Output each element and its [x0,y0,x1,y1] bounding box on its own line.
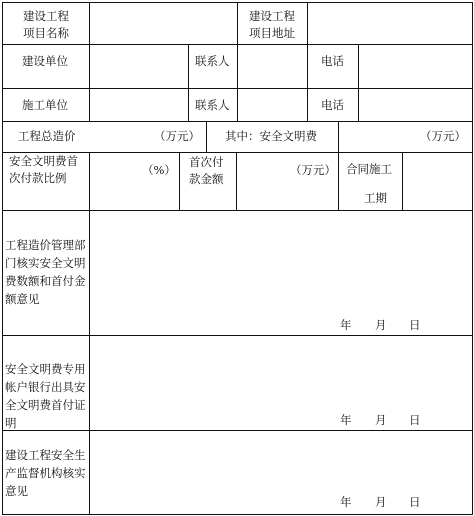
safety-fee-label: 其中：安全文明费 [225,129,317,143]
safety-fee-unit: （万元） [420,129,466,143]
payment-ratio-unit: （%） [142,163,176,177]
construction-unit-label: 建设单位 [22,54,68,68]
date-month: 月 [375,495,387,509]
cell-divider [237,2,238,44]
contact-label: 联系人 [195,54,230,68]
cell-divider [206,121,207,152]
date-month: 月 [375,318,387,332]
cell-divider [89,2,90,44]
payment-ratio-label: 安全文明费首 次付款比例 [9,154,78,185]
table-border-bottom [2,514,473,515]
table-border-left [2,2,3,515]
project-name-label: 建设工程 项目名称 [23,9,69,40]
row-divider [2,210,473,211]
row-divider [2,335,473,336]
cell-divider [89,44,90,121]
phone-label: 电话 [321,54,344,68]
date-year: 年 [340,318,352,332]
cell-divider [237,44,238,121]
first-payment-label: 首次付 款金额 [189,155,224,186]
date-month: 月 [375,413,387,427]
table-border-right [472,2,473,515]
cell-divider [402,152,403,210]
cell-divider [236,152,237,210]
cost-management-opinion-label: 工程造价管理部 门核实安全文明 费数额和首付金 额意见 [5,238,86,306]
cell-divider [307,44,308,121]
cell-divider [179,152,180,210]
cell-divider [188,44,189,121]
cell-divider [358,44,359,121]
contractor-unit-label: 施工单位 [22,98,68,112]
safety-supervision-opinion-label: 建设工程安全生 产监督机构核实 意见 [5,448,86,498]
date-day: 日 [409,413,421,427]
cell-divider [338,152,339,210]
contract-period-label-bottom: 工期 [364,191,387,205]
cell-divider [89,152,90,210]
first-payment-unit: （万元） [290,163,336,177]
date-day: 日 [409,318,421,332]
total-cost-unit: （万元） [154,129,200,143]
project-address-label: 建设工程 项目地址 [249,9,295,40]
bank-certificate-label: 安全文明费专用 帐户银行出具安 全文明费首付证 明 [5,362,86,430]
contract-period-label-top: 合同施工 [346,162,392,176]
date-day: 日 [409,495,421,509]
total-cost-label: 工程总造价 [18,129,76,143]
date-year: 年 [340,495,352,509]
cell-divider [307,2,308,44]
date-year: 年 [340,413,352,427]
cell-divider [338,121,339,152]
cell-divider [89,210,90,514]
row-divider [2,121,473,122]
contact-label: 联系人 [195,98,230,112]
phone-label: 电话 [321,98,344,112]
